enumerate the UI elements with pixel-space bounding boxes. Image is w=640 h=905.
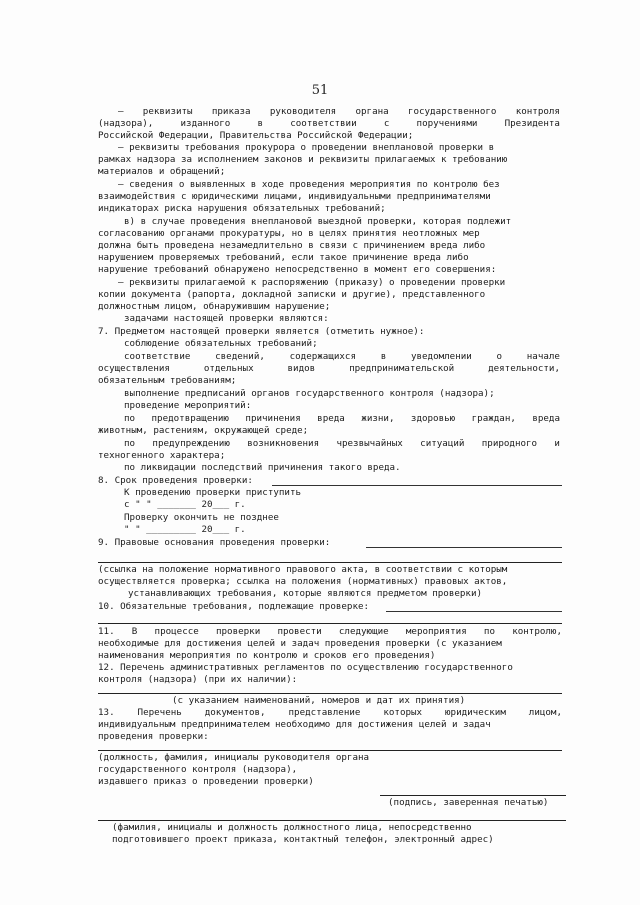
word: и — [554, 438, 560, 449]
signatory-caption-1: (должность, фамилия, инициалы руководителя органа — [98, 752, 370, 763]
text-line-8: взаимодействия с юридическими лицами, индивидуальными предпринимателями — [98, 191, 491, 202]
word: осуществления — [98, 363, 170, 374]
signature-line — [380, 795, 566, 796]
text-line-2 — [98, 118, 560, 129]
word: контролю, — [512, 626, 562, 637]
word: приказа — [211, 106, 251, 117]
text-line-22 — [98, 363, 560, 374]
text-line-17: должностным лицом, обнаружившим нарушение; — [98, 301, 331, 312]
word: следующие — [338, 626, 389, 637]
signatory-caption-3: издавшего приказ о проведении проверки) — [98, 776, 314, 787]
text-line-25: проведение мероприятий: — [124, 400, 252, 411]
requirements-blank — [386, 611, 562, 612]
word: изданного — [180, 118, 231, 129]
text-line-15: – реквизиты прилагаемой к распоряжению (приказу) о проведении проверки — [118, 277, 506, 288]
word: (надзора), — [98, 118, 154, 129]
start-date: с " " _______ 20___ г. — [124, 499, 246, 510]
text-line-3: Российской Федерации, Правительства Российской Федерации; — [98, 130, 414, 141]
text-line-37: (ссылка на положение нормативного правового акта, в соответствии с которым — [98, 564, 508, 575]
text-line-21 — [124, 351, 560, 362]
text-line-1 — [118, 106, 560, 117]
term-blank-line — [272, 485, 562, 486]
section-13-heading — [98, 707, 562, 718]
word: сведений, — [215, 351, 265, 362]
text-line-7: – сведения о выявленных в ходе проведения мероприятия по контролю без — [118, 179, 500, 190]
preparer-caption-2: подготовившего проект приказа, контактный телефон, электронный адрес) — [112, 834, 494, 845]
word: которых — [383, 707, 423, 718]
word: провести — [277, 626, 322, 637]
word: реквизиты — [142, 106, 193, 117]
signature-caption: (подпись, заверенная печатью) — [388, 797, 549, 808]
text-line-42: необходимые для достижения целей и задач проведения проверки (с указанием — [98, 638, 502, 649]
text-line-16: копии документа (рапорта, докладной записки и другие), представленного — [98, 289, 486, 300]
word: – — [118, 106, 124, 117]
text-line-48: индивидуальным предпринимателем необходимо для достижения целей и задач — [98, 719, 491, 730]
preparer-caption-1: (фамилия, инициалы и должность должностного лица, непосредственно — [112, 822, 472, 833]
text-line-39: устанавливающих требования, которые являются предметом проверки) — [128, 588, 483, 599]
word: документов, — [204, 707, 266, 718]
word: соответствии — [290, 118, 357, 129]
page-number: 51 — [311, 83, 329, 98]
text-line-38: осуществляется проверка; ссылка на положения (нормативных) правовых актов, — [98, 576, 508, 587]
word: уведомлении — [410, 351, 472, 362]
word: здоровью — [410, 413, 456, 424]
text-line-45: контроля (надзора) (при их наличии): — [98, 674, 298, 685]
section-7-heading: 7. Предметом настоящей проверки является (отметить нужное): — [98, 326, 425, 337]
word: процессе — [154, 626, 199, 637]
word: в — [257, 118, 264, 129]
end-label: Проверку окончить не позднее — [124, 512, 279, 523]
word: поручениями — [416, 118, 478, 129]
word: чрезвычайных — [336, 438, 403, 449]
word: соответствие — [124, 351, 191, 362]
word: контроля — [515, 106, 560, 117]
section-10-heading: 10. Обязательные требования, подлежащие проверке: — [98, 601, 370, 612]
word: проверки — [215, 626, 261, 637]
preparer-line — [98, 820, 566, 821]
word: граждан, — [471, 413, 516, 424]
word: о — [496, 351, 503, 362]
divider — [98, 623, 562, 624]
start-label: К проведению проверки приступить — [124, 487, 302, 498]
word: по — [483, 626, 495, 637]
text-line-24: выполнение предписаний органов государственного контроля (надзора); — [124, 388, 495, 399]
text-line-14: нарушение требований обнаружено непосредственно в момент его совершения: — [98, 264, 497, 275]
word: отдельных — [203, 363, 254, 374]
text-line-18: задачами настоящей проверки являются: — [124, 313, 329, 324]
word: мероприятия — [405, 626, 467, 637]
text-line-13: нарушением проверяемых требований, если такое причинение вреда либо — [98, 252, 469, 263]
divider — [98, 693, 562, 694]
section-11-heading — [98, 626, 562, 637]
section-12-heading: 12. Перечень административных регламентов по осуществлению государственного — [98, 662, 513, 673]
text-line-10: в) в случае проведения внеплановой выездной проверки, которая подлежит — [124, 216, 512, 227]
word: Президента — [504, 118, 560, 129]
text-line-29: техногенного характера; — [98, 450, 226, 461]
word: по — [124, 438, 136, 449]
text-line-6: материалов и обращений; — [98, 166, 226, 177]
text-line-49: проведения проверки: — [98, 731, 209, 742]
word: вреда — [532, 413, 560, 424]
text-line-20: соблюдение обязательных требований; — [124, 338, 318, 349]
word: представление — [288, 707, 361, 718]
text-line-28 — [124, 438, 560, 449]
word: предотвращению — [151, 413, 229, 424]
text-line-43: наименования мероприятия по контролю и сроков его проведения) — [98, 650, 436, 661]
text-line-46: (с указанием наименований, номеров и дат их принятия) — [172, 695, 466, 706]
word: юридическим — [445, 707, 506, 718]
divider — [98, 562, 562, 563]
legal-basis-blank — [366, 547, 562, 548]
word: предупреждению — [152, 438, 230, 449]
word: содержащихся — [289, 351, 356, 362]
word: жизни, — [361, 413, 395, 424]
word: В — [131, 626, 138, 637]
text-line-30: по ликвидации последствий причинения такого вреда. — [124, 462, 401, 473]
word: с — [383, 118, 390, 129]
text-line-27: животным, растениям, окружающей среде; — [98, 425, 309, 436]
word: в — [380, 351, 387, 362]
word: начале — [526, 351, 560, 362]
word: возникновения — [247, 438, 320, 449]
word: видов — [287, 363, 316, 374]
text-line-5: рамках надзора за исполнением законов и реквизиты прилагаемых к требованию — [98, 154, 508, 165]
word: природного — [481, 438, 538, 449]
word: 13. — [98, 707, 115, 718]
signatory-caption-2: государственного контроля (надзора), — [98, 764, 298, 775]
end-date: " " _________ 20___ г. — [124, 524, 246, 535]
word: руководителя — [269, 106, 337, 117]
word: Перечень — [137, 707, 182, 718]
section-8-heading: 8. Срок проведения проверки: — [98, 475, 253, 486]
word: по — [124, 413, 136, 424]
text-line-23: обязательным требованиям; — [98, 375, 237, 386]
text-line-4: – реквизиты требования прокурора о проведении внеплановой проверки в — [118, 142, 495, 153]
text-line-26 — [124, 413, 560, 424]
section-9-heading: 9. Правовые основания проведения проверки: — [98, 537, 331, 548]
text-line-9: индикаторах риска нарушения обязательных требований; — [98, 203, 386, 214]
divider — [98, 750, 562, 751]
word: органа — [355, 106, 389, 117]
word: предпринимательской — [349, 363, 455, 374]
text-line-11: согласованию органами прокуратуры, но в целях принятия неотложных мер — [98, 228, 480, 239]
word: 11. — [98, 626, 115, 637]
text-line-12: должна быть проведена незамедлительно в связи с причинением вреда либо — [98, 240, 486, 251]
word: государственного — [407, 106, 497, 117]
word: причинения — [245, 413, 301, 424]
word: лицом, — [528, 707, 562, 718]
word: вреда — [317, 413, 345, 424]
word: ситуаций — [420, 438, 465, 449]
word: деятельности, — [488, 363, 560, 374]
